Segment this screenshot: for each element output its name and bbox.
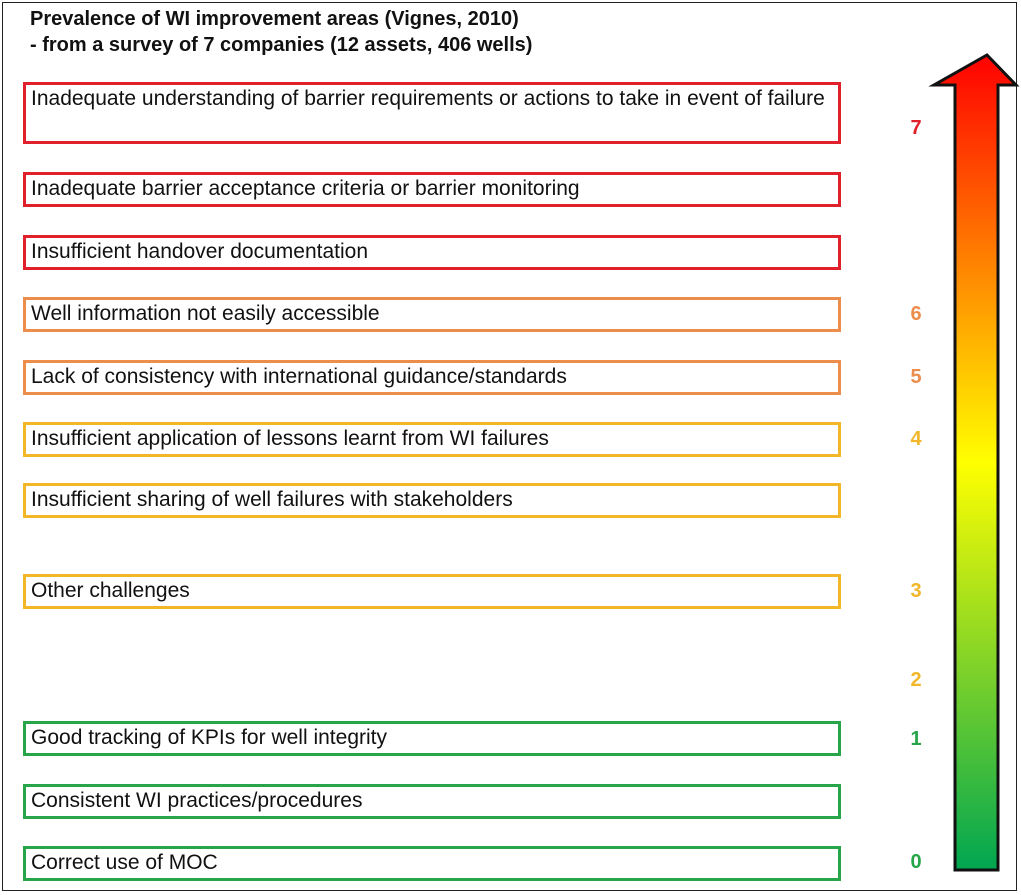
score-label: 0 (910, 851, 922, 873)
improvement-area-box: Inadequate barrier acceptance criteria or barrier monitoring (23, 172, 841, 207)
improvement-area-box: Good tracking of KPIs for well integrity (23, 721, 841, 756)
improvement-area-box: Correct use of MOC (23, 846, 841, 881)
title-line-1: Prevalence of WI improvement areas (Vignes, 2010) (30, 8, 519, 30)
improvement-area-box: Well information not easily accessible (23, 297, 841, 332)
score-label: 3 (910, 580, 922, 602)
title-line-2: - from a survey of 7 companies (12 assets, 406 wells) (30, 34, 533, 56)
improvement-area-box: Inadequate understanding of barrier requirements or actions to take in event of failure (23, 82, 841, 144)
improvement-area-box: Insufficient sharing of well failures with stakeholders (23, 483, 841, 518)
improvement-area-box: Other challenges (23, 574, 841, 609)
improvement-area-box: Lack of consistency with international guidance/standards (23, 360, 841, 395)
score-label: 6 (910, 303, 922, 325)
score-label: 2 (910, 669, 922, 691)
improvement-area-box: Insufficient handover documentation (23, 235, 841, 270)
improvement-area-box: Consistent WI practices/procedures (23, 784, 841, 819)
score-label: 4 (910, 428, 922, 450)
score-label: 7 (910, 117, 922, 139)
score-label: 5 (910, 366, 922, 388)
improvement-area-box: Insufficient application of lessons learnt from WI failures (23, 422, 841, 457)
score-label: 1 (910, 728, 922, 750)
